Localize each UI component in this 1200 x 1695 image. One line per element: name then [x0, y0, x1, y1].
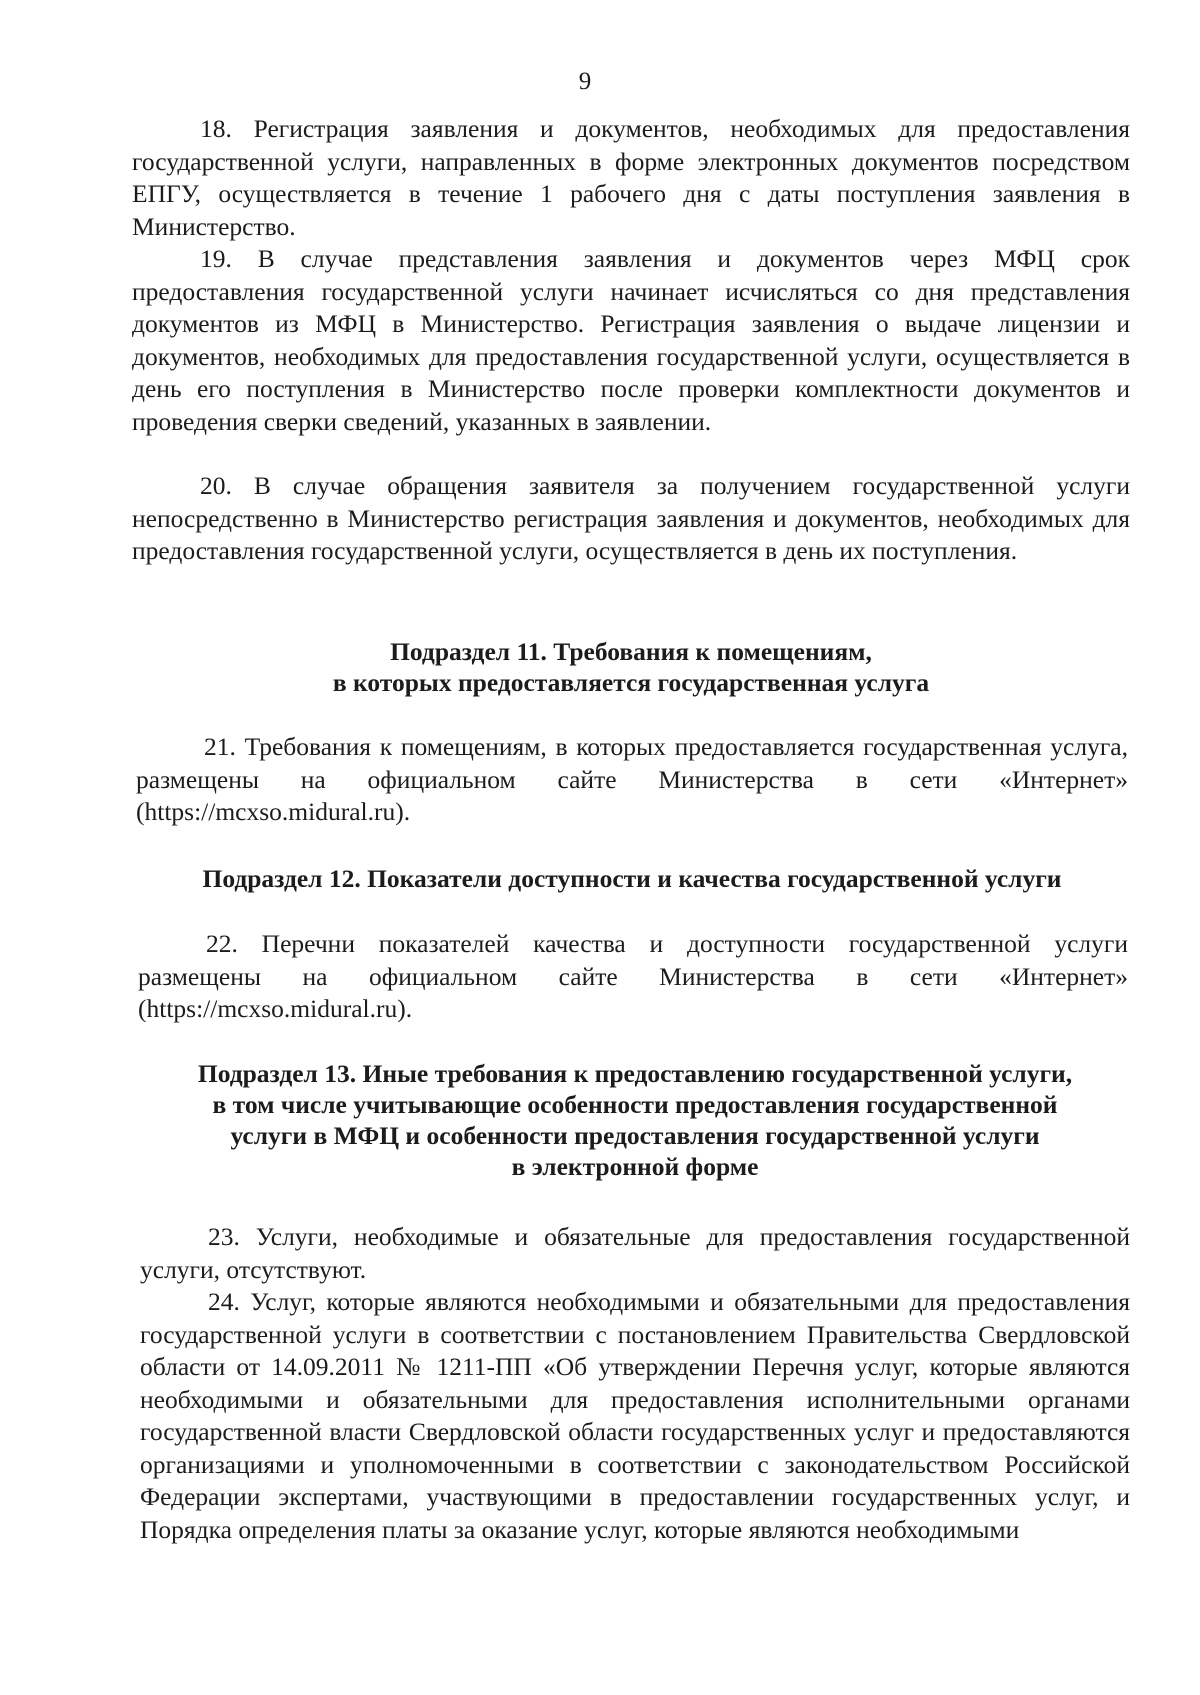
subsection-12-heading [136, 863, 1128, 894]
paragraph-22: 22. Перечни показателей качества и доступности государственной услуги размещены на официальном сайте Министерства в сети «Интернет» (https://mcxso.midural.ru). [138, 929, 1128, 1023]
subsection-12-heading-line-1: Подраздел 12. Показатели доступности и качества государственной услуги [202, 864, 1062, 893]
paragraph-21: 21. Требования к помещениям, в которых предоставляется государственная услуга, размещены на официальном сайте Министерства в сети «Интернет» (https://mcxso.midural.ru). [136, 732, 1128, 826]
paragraph-20: 20. В случае обращения заявителя за получением государственной услуги непосредственно в Министерство регистрация заявления и документов, необходимых для предоставления государственной услуги, осуществляется в день их поступления. [132, 471, 1130, 565]
subsection-11-heading [132, 636, 1130, 698]
paragraph-24: 24. Услуг, которые являются необходимыми и обязательными для предоставления государственной услуги в соответствии с постановлением Правительства Свердловской области от 14.09.2011 № 1211-ПП «Об утверждении Перечня услуг, которые являются необходимыми и обязательными для предоставления исполнительными органами государственной власти Свердловской области государственных услуг и предоставляются организациями и уполномоченными в соответствии с законодательством Российской Федерации экспертами, участвующими в предоставлении государственных услуг, и Порядка определения платы за оказание услуг, которые являются необходимыми [140, 1287, 1130, 1544]
subsection-13-heading-line-4: в электронной форме [511, 1152, 759, 1181]
paragraph-23: 23. Услуги, необходимые и обязательные для предоставления государственной услуги, отсутствуют. [140, 1222, 1130, 1284]
page-number: 9 [578, 68, 592, 95]
subsection-11-heading-line-2: в которых предоставляется государственная услуга [332, 668, 930, 697]
subsection-11-heading-line-1: Подраздел 11. Требования к помещениям, [390, 637, 872, 666]
paragraph-19: 19. В случае представления заявления и документов через МФЦ срок предоставления государственной услуги начинает исчисляться со дня представления документов из МФЦ в Министерство. Регистрация заявления о выдаче лицензии и документов, необходимых для предоставления государственной услуги, осуществляется в день его поступления в Министерство после проверки комплектности документов и проведения сверки сведений, указанных в заявлении. [132, 244, 1130, 436]
subsection-13-heading-line-2: в том числе учитывающие особенности предоставления государственной [212, 1090, 1058, 1119]
subsection-13-heading-line-1: Подраздел 13. Иные требования к предоставлению государственной услуги, [197, 1059, 1073, 1088]
paragraph-18: 18. Регистрация заявления и документов, необходимых для предоставления государственной услуги, направленных в форме электронных документов посредством ЕПГУ, осуществляется в течение 1 рабочего дня с даты поступления заявления в Министерство. [132, 114, 1130, 241]
subsection-13-heading-line-3: услуги в МФЦ и особенности предоставления государственной услуги [230, 1121, 1040, 1150]
subsection-13-heading [140, 1058, 1130, 1182]
